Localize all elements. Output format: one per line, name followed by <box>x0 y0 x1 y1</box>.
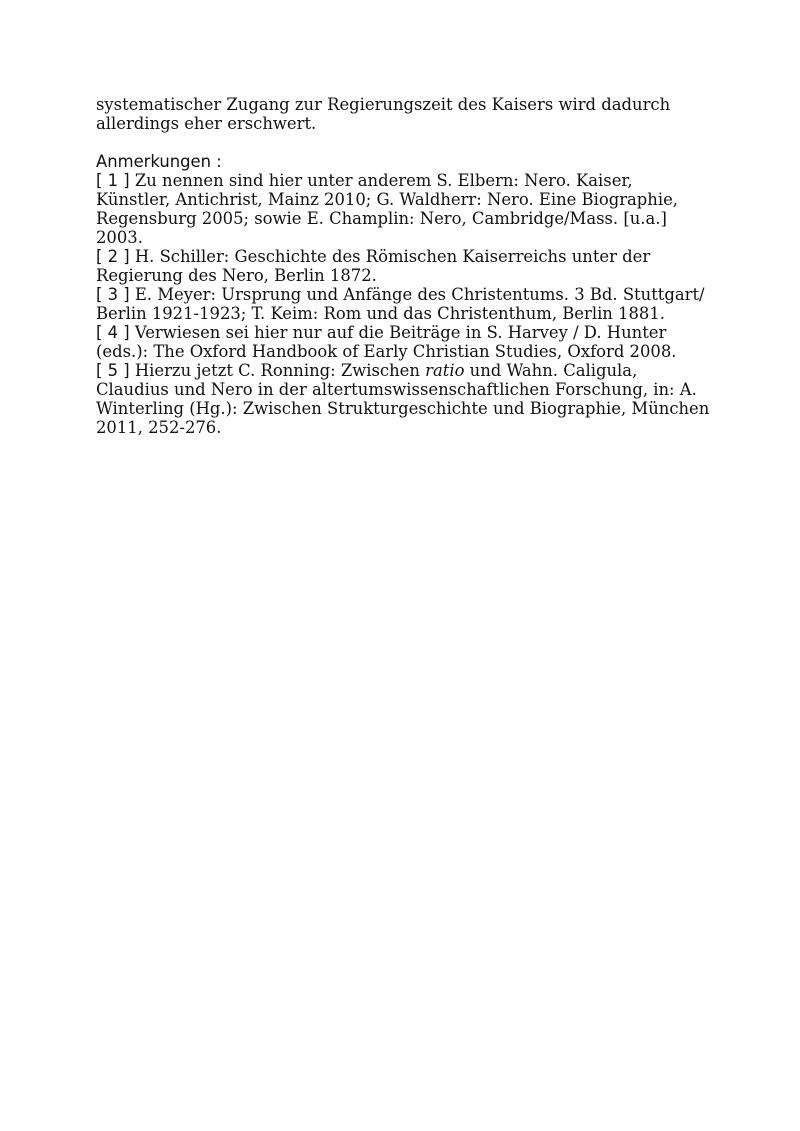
footnote-4 <box>96 323 716 342</box>
footnote-3-line: Berlin 1921-1923; T. Keim: Rom und das Christenthum, Berlin 1881. <box>96 304 665 323</box>
footnote-4-line: (eds.): The Oxford Handbook of Early Christian Studies, Oxford 2008. <box>96 342 677 361</box>
footnote-text: E. Meyer: Ursprung und Anfänge des Christentums. 3 Bd. Stuttgart/ <box>134 285 705 304</box>
footnote-marker: [ 2 ] <box>96 247 130 266</box>
footnote-marker: [ 3 ] <box>96 285 130 304</box>
footnote-2-line: Regierung des Nero, Berlin 1872. <box>96 266 377 285</box>
footnote-2 <box>96 247 716 266</box>
footnote-marker: [ 4 ] <box>96 323 130 342</box>
document-page <box>96 95 716 437</box>
intro-line: allerdings eher erschwert. <box>96 114 317 133</box>
footnote-5 <box>96 361 716 380</box>
paragraph-gap <box>96 133 716 152</box>
footnote-text: und Wahn. Caligula, <box>464 361 638 380</box>
intro-line: systematischer Zugang zur Regierungszeit des Kaisers wird dadurch <box>96 95 671 114</box>
footnote-5-line: Winterling (Hg.): Zwischen Strukturgeschichte und Biographie, München <box>96 399 710 418</box>
footnote-text: H. Schiller: Geschichte des Römischen Kaiserreichs unter der <box>134 247 651 266</box>
footnote-text: Hierzu jetzt C. Ronning: Zwischen <box>134 361 426 380</box>
footnote-1-line: Regensburg 2005; sowie E. Champlin: Nero, Cambridge/Mass. [u.a.] <box>96 209 667 228</box>
footnote-marker: [ 5 ] <box>96 361 130 380</box>
footnote-marker: [ 1 ] <box>96 171 130 190</box>
footnote-1-line: Künstler, Antichrist, Mainz 2010; G. Waldherr: Nero. Eine Biographie, <box>96 190 679 209</box>
footnote-5-line: Claudius und Nero in der altertumswissenschaftlichen Forschung, in: A. <box>96 380 697 399</box>
footnote-text: Zu nennen sind hier unter anderem S. Elbern: Nero. Kaiser, <box>134 171 633 190</box>
footnote-text: Verwiesen sei hier nur auf die Beiträge in S. Harvey / D. Hunter <box>134 323 667 342</box>
footnote-1-line: 2003. <box>96 228 143 247</box>
footnote-5-line: 2011, 252-276. <box>96 418 222 437</box>
footnote-1 <box>96 171 716 190</box>
footnote-3 <box>96 285 716 304</box>
notes-heading: Anmerkungen : <box>96 152 222 171</box>
footnote-italic-term: ratio <box>425 361 465 380</box>
